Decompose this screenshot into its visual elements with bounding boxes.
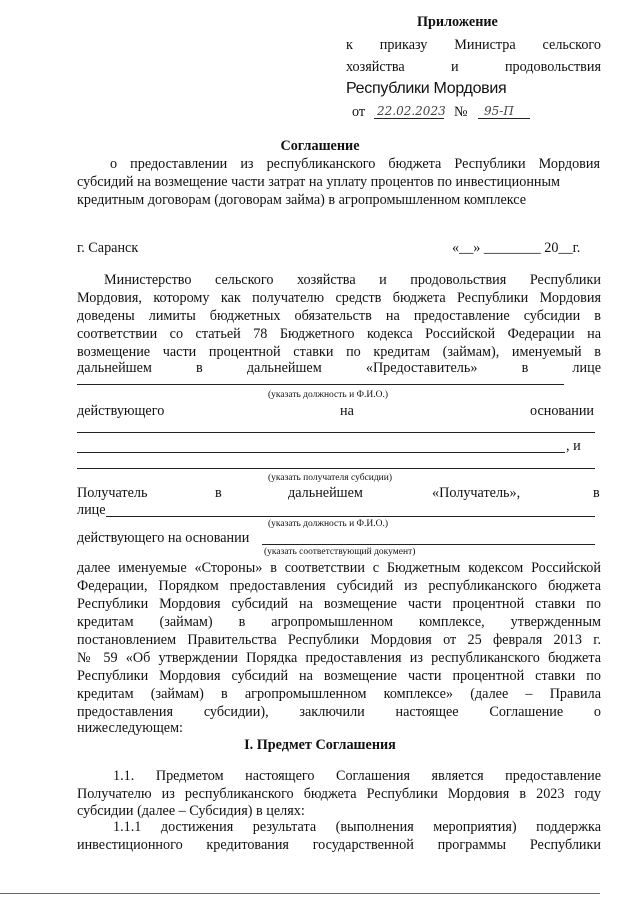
appendix-line-1: к приказу Министра сельского [346,37,601,53]
agreement-subtitle-1: о предоставлении из республиканского бюджета Республики Мордовия [110,156,600,172]
appendix-from-label: от [352,104,366,120]
main-line-1: далее именуемые «Стороны» в соответствии с Бюджетным кодексом Российской [77,560,601,576]
caption-document: (указать соответствующий документ) [264,547,416,557]
appendix-line-3: Республики Мордовия [346,80,507,97]
section-1-p2-line-1: 1.1.1 достижения результата (выполнения мероприятия) поддержка [113,819,601,835]
recipient-word-5: в [593,485,600,501]
main-line-5: постановлением Правительства Республики Мордовия от 25 февраля 2013 г. [77,632,601,648]
blank-line-recipient-1 [77,452,565,453]
appendix-number-underline [478,118,530,119]
city: г. Саранск [77,240,139,256]
page-edge-line [0,893,600,894]
preamble-line-2: Мордовия, которому как получателю средств бюджета Республики Мордовия [77,290,601,306]
agreement-date-blank: «__» ________ 20__г. [452,240,581,256]
acting-basis: действующего на основании [77,530,250,546]
preamble-line-4: соответствии со статьей 78 Бюджетного кодекса Российской Федерации на [77,326,601,342]
main-line-3: Республики Мордовия субсидий на возмещение части процентной ставки по [77,596,601,612]
section-1-title: I. Предмет Соглашения [244,737,396,753]
acting-left: действующего [77,403,165,419]
preamble-line-3: доведены лимиты бюджетных обязательств на предоставление субсидии в [77,308,601,324]
appendix-number-sign: № [454,104,468,120]
recipient-word-3: дальнейшем [288,485,363,501]
recipient-word-1: Получатель [77,485,148,501]
preamble-line-6: дальнейшем в дальнейшем «Предоставитель» в лице [77,360,601,376]
section-1-p1-line-3: субсидии (далее – Субсидия) в целях: [77,803,305,819]
caption-recipient: (указать получателя субсидии) [268,473,393,483]
blank-line-recipient-2 [77,468,595,469]
appendix-number-handwritten: 95-П [484,104,514,118]
agreement-title: Соглашение [280,138,360,154]
agreement-subtitle-2: субсидий на возмещение части затрат на уплату процентов по инвестиционным [77,174,561,190]
recipient-word-4: «Получатель», [432,485,521,501]
blank-line-basis [77,432,595,433]
caption-position-name-2: (указать должность и Ф.И.О.) [268,519,389,529]
appendix-line-2: хозяйства и продовольствия [346,59,601,75]
blank-line-position-2 [106,516,595,517]
section-1-p1-line-1: 1.1. Предметом настоящего Соглашения является предоставление [113,768,601,784]
blank-line-document [262,544,595,545]
preamble-line-5: возмещение части процентной ставки по кредитам (займам), именуемый в [77,344,601,360]
main-line-2: Федерации, Порядком предоставления субсидий из республиканского бюджета [77,578,601,594]
main-line-7: Республики Мордовия субсидий на возмещение части процентной ставки по [77,668,601,684]
main-line-10: нижеследующем: [77,720,183,736]
main-line-9: предоставления субсидии), заключили настоящее Соглашение о [77,704,601,720]
comma-and: , и [566,438,581,454]
appendix-date-handwritten: 22.02.2023 [377,104,446,118]
agreement-subtitle-3: кредитным договорам (договорам займа) в агропромышленном комплексе [77,192,527,208]
section-1-p2-line-2: инвестиционного кредитования государственной программы Республики [77,837,601,853]
appendix-date-underline [374,118,444,119]
preamble-line-1: Министерство сельского хозяйства и продовольствия Республики [104,272,601,288]
face-label: лице [77,502,106,518]
caption-position-name-1: (указать должность и Ф.И.О.) [268,390,389,400]
section-1-p1-line-2: Получателю из республиканского бюджета Республики Мордовия в 2023 году [77,786,601,802]
blank-line-position-1 [77,384,564,385]
main-line-6: № 59 «Об утверждении Порядка предоставления из республиканского бюджета [77,650,601,666]
appendix-title: Приложение [417,14,498,30]
acting-middle: на [340,403,354,419]
main-line-8: кредитам (займам) в агропромышленном комплексе» (далее – Правила [77,686,601,702]
acting-right: основании [530,403,595,419]
main-line-4: кредитам (займам) в агропромышленном комплексе, утвержденным [77,614,601,630]
recipient-word-2: в [215,485,222,501]
